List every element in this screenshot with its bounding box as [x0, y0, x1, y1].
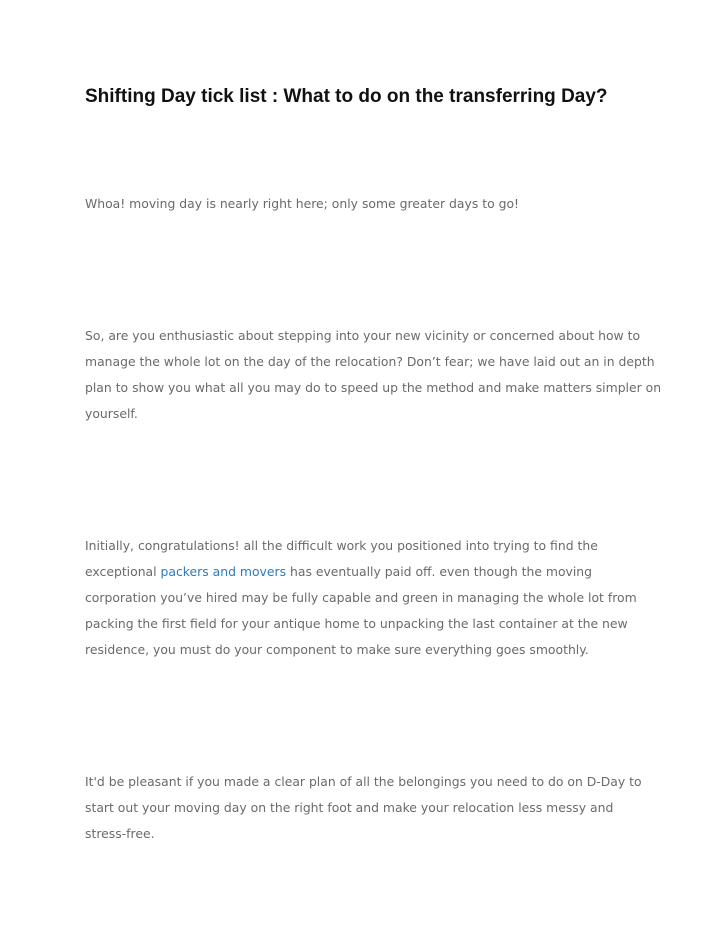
paragraph-line: manage the whole lot on the day of the relocation? Don’t fear; we have laid out an in depth — [85, 354, 655, 369]
paragraph-line: Initially, congratulations! all the difficult work you positioned into trying to find the — [85, 538, 598, 553]
paragraph-intro — [85, 191, 655, 217]
paragraph-line: packing the first field for your antique home to unpacking the last container at the new — [85, 616, 628, 631]
paragraph-line: residence, you must do your component to make sure everything goes smoothly. — [85, 642, 589, 657]
paragraph-line: It'd be pleasant if you made a clear plan of all the belongings you need to do on D-Day to — [85, 774, 642, 789]
paragraph-line: plan to show you what all you may do to speed up the method and make matters simpler on — [85, 380, 662, 395]
line-text-after-link: has eventually paid off. even though the moving — [286, 564, 593, 579]
paragraph-line: stress-free. — [85, 826, 155, 841]
packers-and-movers-link[interactable]: packers and movers — [160, 564, 287, 579]
paragraph-line: yourself. — [85, 406, 138, 421]
line-text-before-link: exceptional — [85, 564, 161, 579]
paragraph-line-with-link — [85, 559, 655, 585]
paragraph-line: So, are you enthusiastic about stepping into your new vicinity or concerned about how to — [85, 328, 641, 343]
paragraph-enthusiastic — [85, 323, 662, 427]
paragraph-congratulations — [85, 533, 655, 663]
paragraph-line: corporation you’ve hired may be fully capable and green in managing the whole lot from — [85, 590, 637, 605]
paragraph-line: Whoa! moving day is nearly right here; only some greater days to go! — [85, 196, 520, 211]
paragraph-plan — [85, 769, 655, 847]
paragraph-line: start out your moving day on the right foot and make your relocation less messy and — [85, 800, 614, 815]
page-title: Shifting Day tick list : What to do on the transferring Day? — [85, 86, 608, 107]
